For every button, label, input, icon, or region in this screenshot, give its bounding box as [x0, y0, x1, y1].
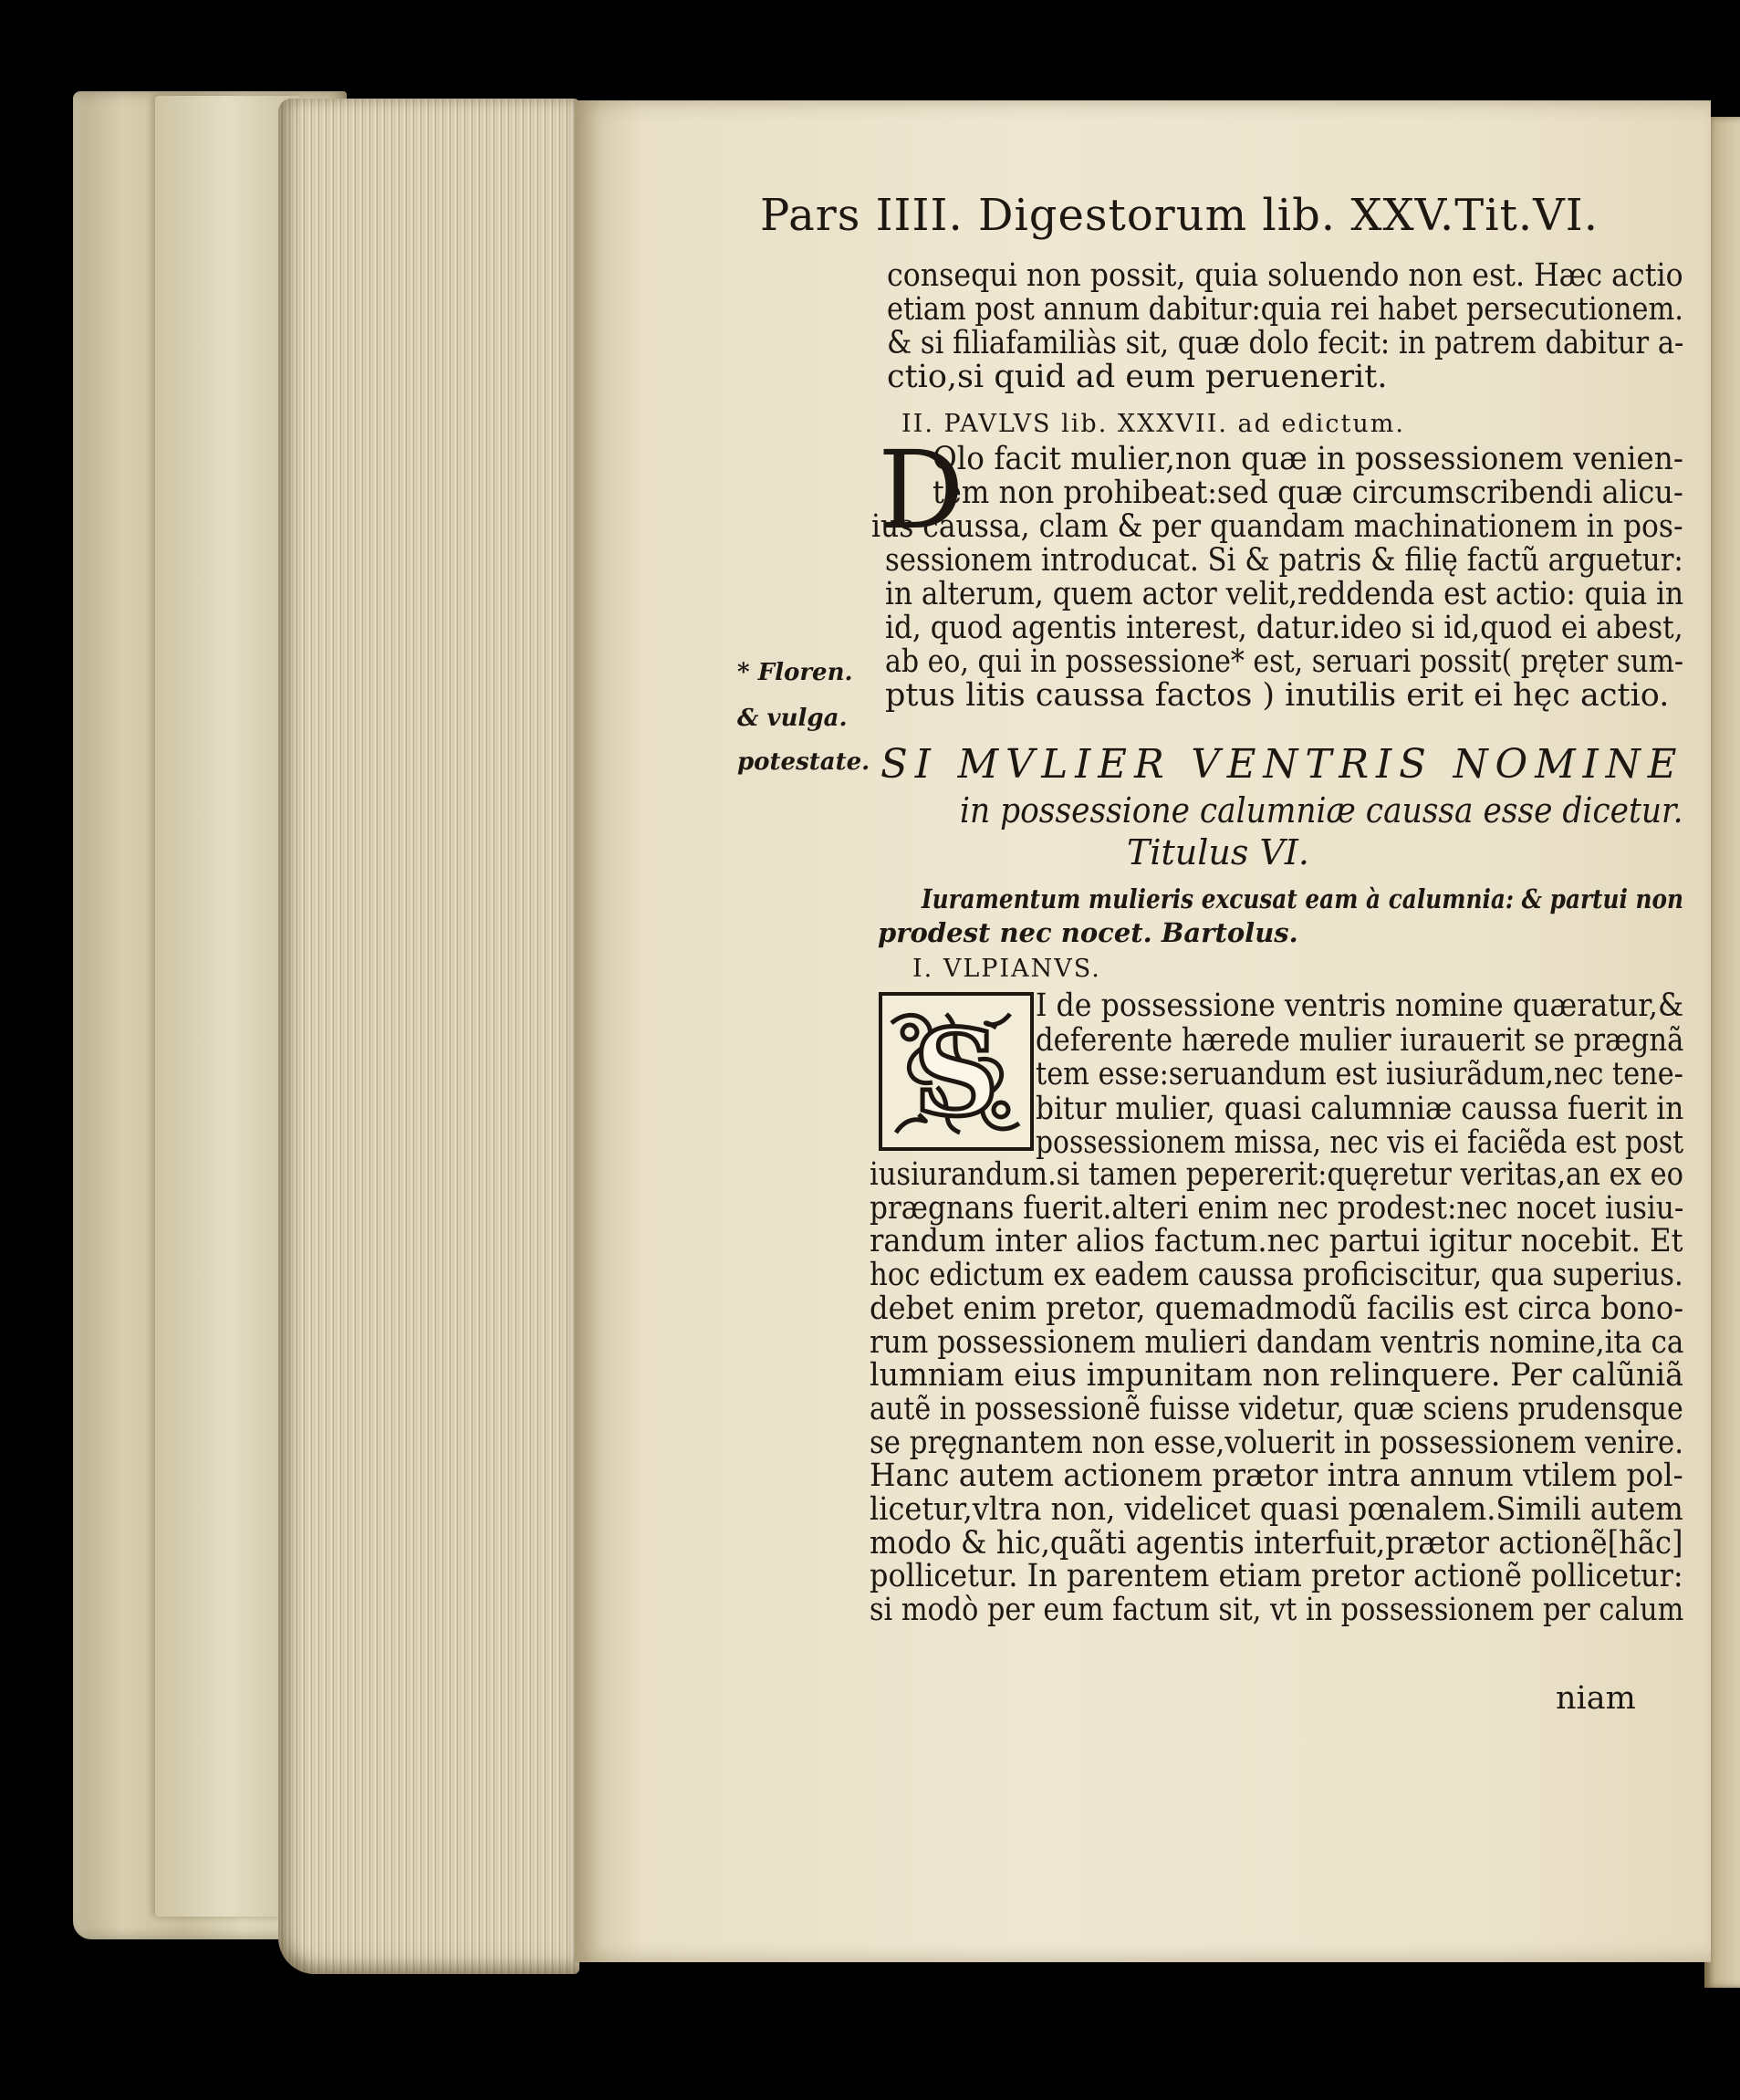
text-ulpian-line: modo & hic,quãti agentis interfuit,prætor actionẽ[hãc] — [870, 1524, 1683, 1562]
section-heading-paulus: II. PAVLVS lib. XXXVII. ad edictum. — [901, 410, 1405, 438]
text-ulpian-line: hoc edictum ex eadem caussa proficiscitur, qua superius. — [870, 1257, 1683, 1294]
initial-s-letter: S — [913, 1003, 999, 1143]
text-ulpian-line: lumniam eius impunitam non relinquere. Per calũniã — [870, 1357, 1684, 1395]
text-paulus-line: ab eo, qui in possessione* est, seruari possit( pręter sum- — [885, 643, 1684, 680]
text-ulpian-indent-line: possessionem missa, nec vis ei faciẽda est post — [1036, 1124, 1684, 1161]
text-ulpian-line: debet enim pretor, quemadmodũ facilis est circa bono- — [870, 1290, 1684, 1327]
text-ulpian-line: rum possessionem mulieri dandam ventris nomine,ita ca — [870, 1323, 1684, 1361]
title-line-2: in possessione calumniæ caussa esse dicetur. — [960, 790, 1683, 831]
text-ulpian-indent-line: deferente hærede mulier iurauerit se prægnã — [1036, 1021, 1684, 1059]
text-paulus-line: Olo facit mulier,non quæ in possessionem venien- — [933, 441, 1683, 477]
text-paulus-line: sessionem introducat. Si & patris & filię factũ arguetur: — [885, 542, 1683, 579]
margin-note-floren: * Floren. — [737, 659, 853, 686]
text-paulus-line: ptus litis caussa factos ) inutilis erit ei hęc actio. — [885, 677, 1670, 714]
title-line-1: SI MVLIER VENTRIS NOMINE — [880, 741, 1684, 788]
text-top-line: ctio,si quid ad eum peruenerit. — [887, 359, 1388, 395]
text-paulus-line: tem non prohibeat:sed quæ circumscribendi alicu- — [933, 475, 1683, 511]
drop-cap-d: D — [878, 427, 964, 553]
ornament-vine-icon — [882, 996, 1030, 1147]
text-ulpian-line: si modò per eum factum sit, vt in possessionem per calum — [870, 1592, 1684, 1629]
running-head: Pars IIII. Digestorum lib. XXV.Tit.VI. — [760, 190, 1599, 241]
text-paulus-line: ius caussa, clam & per quandam machinationem in pos- — [871, 508, 1683, 545]
text-top-line: consequi non possit, quia soluendo non est. Hæc actio — [887, 257, 1683, 294]
title-line-3: Titulus VI. — [1127, 832, 1309, 872]
summary-line-2: prodest nec nocet. Bartolus. — [878, 917, 1298, 948]
margin-note-vulga: & vulga. — [737, 705, 848, 732]
text-ulpian-line: se pręgnantem non esse,voluerit in possessionem venire. — [870, 1424, 1683, 1461]
text-ulpian-line: prægnans fuerit.alteri enim nec prodest:nec nocet iusiu- — [870, 1189, 1684, 1227]
page-block-edge — [278, 99, 579, 1974]
text-ulpian-line: autẽ in possessionẽ fuisse videtur, quæ sciens prudensque — [870, 1390, 1683, 1427]
text-ulpian-line: randum inter alios factum.nec partui igitur nocebit. Et — [870, 1223, 1683, 1260]
ornamental-initial-s — [879, 992, 1034, 1151]
catchword: niam — [1556, 1680, 1636, 1717]
text-top-line: & si filiafamiliàs sit, quæ dolo fecit: in patrem dabitur a- — [887, 325, 1684, 361]
text-ulpian-line: licetur,vltra non, videlicet quasi pœnalem.Simili autem — [870, 1491, 1683, 1528]
section-heading-ulpian: I. VLPIANVS. — [912, 955, 1101, 983]
text-paulus-line: in alterum, quem actor velit,reddenda est actio: quia in — [885, 576, 1684, 612]
text-ulpian-line: Hanc autem actionem prætor intra annum vtilem pol- — [870, 1457, 1683, 1495]
text-ulpian-indent-line: I de possessione ventris nomine quæratur,& — [1036, 987, 1684, 1024]
text-paulus-line: id, quod agentis interest, datur.ideo si id,quod ei abest, — [885, 610, 1683, 646]
text-ulpian-indent-line: tem esse:seruandum est iusiurãdum,nec tene- — [1036, 1056, 1683, 1092]
margin-note-potestate: potestate. — [737, 748, 870, 776]
text-ulpian-indent-line: bitur mulier, quasi calumniæ caussa fuerit in — [1036, 1090, 1684, 1127]
text-top-line: etiam post annum dabitur:quia rei habet persecutionem. — [887, 291, 1683, 328]
summary-line-1: Iuramentum mulieris excusat eam à calumnia: & partui non — [922, 883, 1684, 914]
text-ulpian-line: pollicetur. In parentem etiam pretor actionẽ pollicetur: — [870, 1558, 1683, 1595]
text-ulpian-line: iusiurandum.si tamen pepererit:quęretur veritas,an ex eo — [870, 1156, 1684, 1193]
